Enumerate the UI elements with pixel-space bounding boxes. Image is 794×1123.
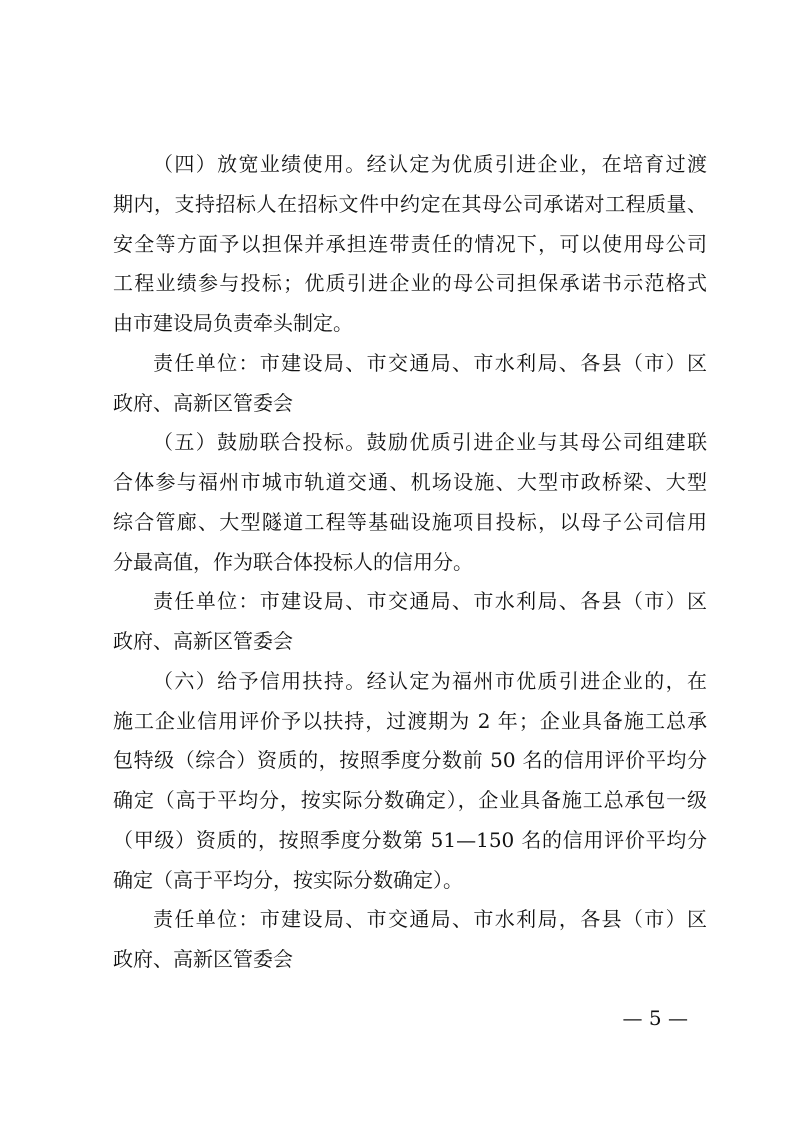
- responsible-units-line: 政府、高新区管委会: [113, 390, 293, 415]
- responsible-units-line: 政府、高新区管委会: [113, 947, 293, 971]
- body-line: 期内，支持招标人在招标文件中约定在其母公司承诺对工程质量、: [113, 191, 707, 216]
- body-line: 分最高值，作为联合体投标人的信用分。: [113, 549, 473, 574]
- responsible-units-line: 责任单位：市建设局、市交通局、市水利局、各县（市）区: [153, 350, 707, 375]
- body-line: 包特级（综合）资质的，按照季度分数前 50 名的信用评价平均分: [113, 748, 707, 773]
- body-line: （甲级）资质的，按照季度分数第 51—150 名的信用评价平均分: [113, 827, 707, 852]
- body-line: 工程业绩参与投标；优质引进企业的母公司担保承诺书示范格式: [113, 271, 707, 296]
- section-6-first-line: [113, 662, 707, 702]
- section-5-first-line: [113, 423, 707, 463]
- responsible-units-line: 责任单位：市建设局、市交通局、市水利局，各县（市）区: [153, 907, 707, 932]
- body-line: 确定（高于平均分，按实际分数确定），企业具备施工总承包一级: [113, 788, 707, 812]
- body-line: 施工企业信用评价予以扶持，过渡期为 2 年；企业具备施工总承: [113, 708, 707, 733]
- body-text: 经认定为福州市优质引进企业的，在: [366, 668, 707, 693]
- section-4-first-line: [113, 145, 707, 185]
- section-5-heading: （五）鼓励联合投标。: [153, 430, 367, 455]
- body-line: 确定（高于平均分，按实际分数确定）。: [113, 867, 463, 892]
- responsible-units-line: 责任单位：市建设局、市交通局、市水利局、各县（市）区: [153, 589, 707, 614]
- responsible-units-line: 政府、高新区管委会: [113, 629, 293, 653]
- section-4-heading: （四）放宽业绩使用。: [153, 152, 367, 176]
- page-number: — 5 —: [622, 1006, 688, 1030]
- section-6-heading: （六）给予信用扶持。: [153, 668, 367, 693]
- body-text: 经认定为优质引进企业，在培育过渡: [366, 152, 707, 176]
- body-line: 安全等方面予以担保并承担连带责任的情况下，可以使用母公司: [113, 231, 707, 256]
- body-text: 鼓励优质引进企业与其母公司组建联: [366, 430, 707, 455]
- document-body: [113, 145, 707, 980]
- body-line: 综合管廊、大型隧道工程等基础设施项目投标，以母子公司信用: [113, 509, 707, 534]
- body-line: 合体参与福州市城市轨道交通、机场设施、大型市政桥梁、大型: [113, 470, 707, 494]
- body-line: 由市建设局负责牵头制定。: [113, 311, 353, 335]
